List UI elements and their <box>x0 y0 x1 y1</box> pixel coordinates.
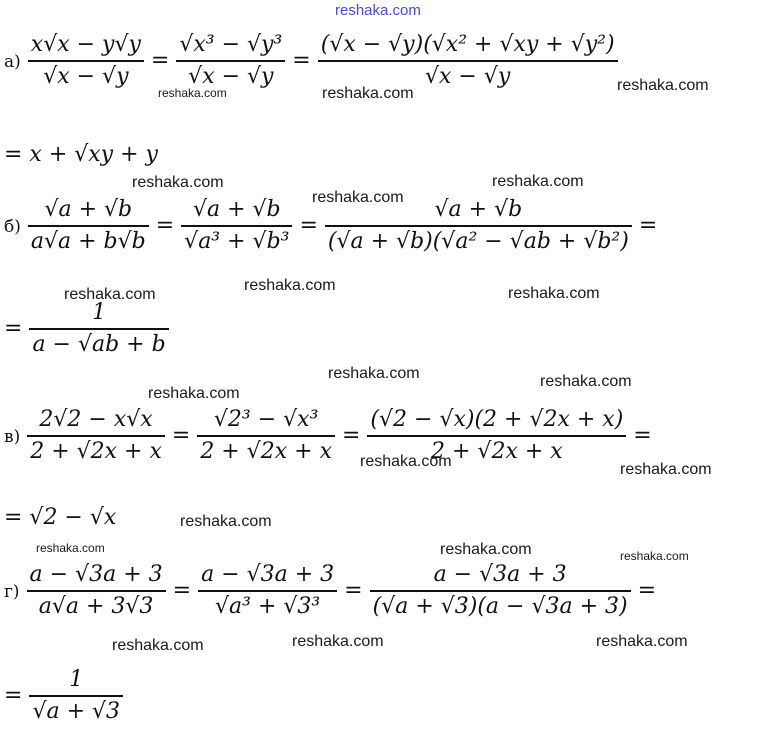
equals-sign: = <box>638 212 658 238</box>
label-v: в) <box>4 426 21 447</box>
fraction-a-2 <box>176 30 285 92</box>
denominator: 2 + √2x + x <box>431 438 563 464</box>
numerator: √a + √b <box>434 197 523 222</box>
denominator: 2 + √2x + x <box>30 438 162 464</box>
numerator: √x³ − √y³ <box>179 32 283 57</box>
numerator: √a + √b <box>44 197 133 222</box>
equals-sign: = <box>150 47 170 73</box>
denominator: (√a + √b)(√a² − √ab + √b²) <box>327 228 629 254</box>
equals-sign: = <box>344 577 363 603</box>
numerator: √a + √b <box>192 197 281 222</box>
denominator: a√a + b√b <box>30 228 146 254</box>
numerator: x√x − y√y <box>30 32 141 57</box>
denominator: √x − √y <box>188 63 274 89</box>
result-v: = √2 − √x <box>4 505 117 530</box>
watermark: reshaka.com <box>132 174 224 191</box>
fraction-v-1 <box>27 405 165 467</box>
watermark: reshaka.com <box>64 286 156 303</box>
denominator: a√a + 3√3 <box>38 593 154 619</box>
numerator: √2³ − √x³ <box>213 407 319 432</box>
equals-sign: = <box>299 212 318 238</box>
numerator: a − √3a + 3 <box>433 562 567 587</box>
equals-sign: = <box>172 577 192 603</box>
watermark: reshaka.com <box>440 541 532 558</box>
solution-a <box>4 30 618 92</box>
numerator: (√x − √y)(√x² + √xy + √y²) <box>320 32 615 57</box>
watermark: reshaka.com <box>36 541 105 555</box>
fraction-a-1 <box>28 30 144 92</box>
solution-v <box>4 405 652 467</box>
denominator: 2 + √2x + x <box>200 438 332 464</box>
label-g: г) <box>4 581 20 602</box>
numerator: 1 <box>92 300 107 325</box>
equals-sign: = <box>637 577 657 603</box>
denominator: √x − √y <box>43 63 129 89</box>
watermark: reshaka.com <box>158 86 227 100</box>
fraction-b-2 <box>181 195 292 257</box>
watermark-top: reshaka.com <box>335 2 421 19</box>
denominator: a − √ab + b <box>32 331 166 357</box>
fraction-b-1 <box>28 195 149 257</box>
equals-sign: = <box>4 315 23 341</box>
watermark: reshaka.com <box>492 173 584 190</box>
watermark: reshaka.com <box>148 385 240 402</box>
numerator: a − √3a + 3 <box>201 562 335 587</box>
equals-sign: = <box>171 422 191 448</box>
watermark: reshaka.com <box>617 77 709 94</box>
equals-sign: = <box>341 422 361 448</box>
watermark: reshaka.com <box>620 461 712 478</box>
denominator: √a + √3 <box>32 698 121 724</box>
watermark: reshaka.com <box>328 365 420 382</box>
fraction-g-1 <box>27 560 166 622</box>
equals-sign: = <box>4 682 23 708</box>
result-a: = x + √xy + y <box>4 142 158 167</box>
result-b <box>4 298 169 360</box>
denominator: √a³ + √b³ <box>184 228 290 254</box>
fraction-v-2 <box>197 405 335 467</box>
watermark: reshaka.com <box>360 453 452 470</box>
fraction-a-3 <box>318 30 618 92</box>
watermark: reshaka.com <box>244 277 336 294</box>
solution-g <box>4 560 656 622</box>
equals-sign: = <box>292 47 311 73</box>
fraction-g-2 <box>198 560 337 622</box>
fraction-b-result <box>29 298 168 360</box>
watermark: reshaka.com <box>322 85 414 102</box>
fraction-g-result <box>29 665 123 727</box>
watermark: reshaka.com <box>180 513 272 530</box>
label-b: б) <box>4 216 21 237</box>
watermark: reshaka.com <box>112 637 204 654</box>
watermark: reshaka.com <box>540 373 632 390</box>
watermark: reshaka.com <box>596 633 688 650</box>
watermark: reshaka.com <box>312 189 404 206</box>
numerator: 1 <box>69 667 84 692</box>
numerator: 2√2 − x√x <box>39 407 153 432</box>
result-g <box>4 665 123 727</box>
fraction-g-3 <box>370 560 631 622</box>
watermark: reshaka.com <box>508 285 600 302</box>
denominator: (√a + √3)(a − √3a + 3) <box>372 593 628 619</box>
equals-sign: = <box>155 212 175 238</box>
equals-sign: = <box>633 422 652 448</box>
denominator: √a³ + √3³ <box>215 593 321 619</box>
numerator: a − √3a + 3 <box>29 562 163 587</box>
label-a: а) <box>4 51 21 72</box>
watermark: reshaka.com <box>620 549 689 563</box>
denominator: √x − √y <box>425 63 511 89</box>
watermark: reshaka.com <box>292 633 384 650</box>
numerator: (√2 − √x)(2 + √2x + x) <box>370 407 624 432</box>
